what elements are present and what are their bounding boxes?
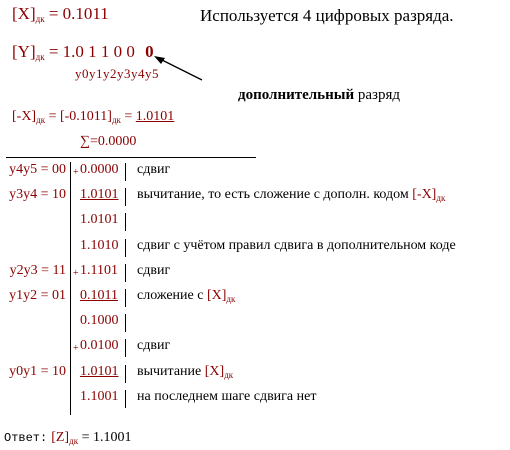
y-label: [Y] [12, 42, 36, 61]
row-action-text: сдвиг [137, 338, 171, 353]
row-separator [125, 390, 126, 408]
answer-label: Ответ: [4, 431, 48, 445]
x-sub: дк [35, 14, 45, 24]
row-action [137, 187, 445, 203]
x-value: = 0.1011 [44, 4, 109, 23]
negx-mid-sub: дк [111, 115, 121, 125]
x-code-line [12, 4, 109, 24]
row-value: 1.0101 [80, 212, 119, 227]
row-action-ref: [-X] [412, 187, 437, 202]
row-value: 1.0101 [80, 364, 119, 379]
answer-value: = 1.1001 [78, 430, 132, 445]
y-value: = 1.0 1 1 0 0 [44, 42, 135, 61]
row-action-ref-sub: дк [224, 370, 234, 380]
row-action [137, 263, 170, 279]
row-action [137, 162, 170, 178]
row-separator [125, 339, 126, 357]
extra-bit-caption [238, 87, 400, 104]
row-value: 1.0101 [80, 187, 119, 202]
row-action-ref: [X] [204, 364, 225, 379]
row-action-ref-sub: дк [226, 294, 236, 304]
answer-sub: дк [69, 436, 79, 446]
row-sign: + [73, 268, 79, 279]
row-action-text: сдвиг с учётом правил сдвига в дополнительном коде [137, 238, 456, 253]
row-action-text: вычитание, то есть сложение с дополн. кодом [137, 187, 413, 202]
y-sub: дк [35, 52, 45, 62]
row-value: 1.1010 [80, 238, 119, 253]
y-extra-bit: 0 [145, 42, 154, 61]
answer-line [4, 428, 131, 446]
row-condition: y4y5 = 00 [9, 162, 66, 177]
row-value: 0.0000 [80, 162, 119, 177]
x-label: [X] [12, 4, 36, 23]
row-value: 0.1000 [80, 313, 119, 328]
sum-init: ∑=0.0000 [80, 134, 137, 149]
extra-bit-caption-bold: дополнительный [238, 87, 355, 103]
row-separator [125, 163, 126, 181]
row-sign: + [73, 343, 79, 354]
extra-bit-caption-rest: разряд [354, 87, 400, 103]
row-action-text: на последнем шаге сдвига нет [137, 389, 317, 404]
row-separator [125, 213, 126, 231]
row-action [137, 338, 170, 354]
row-separator [125, 264, 126, 282]
row-separator [125, 314, 126, 332]
y-bit-labels: y0y1y2y3y4y5 [75, 66, 159, 81]
table-vertical-rule [70, 162, 71, 415]
row-action [137, 389, 316, 405]
row-condition: y3y4 = 10 [9, 187, 66, 202]
negx-lhs: [-X] [12, 109, 37, 124]
answer-z: [Z] [51, 430, 70, 445]
row-action-text: сдвиг [137, 162, 171, 177]
row-value: 1.1001 [80, 389, 119, 404]
row-separator [125, 365, 126, 383]
row-condition: y1y2 = 01 [9, 288, 66, 303]
negx-line [12, 109, 174, 125]
row-action-ref-sub: дк [436, 193, 446, 203]
row-action-ref: [X] [206, 288, 227, 303]
negx-eq: = [120, 109, 136, 124]
header-note: Используется 4 цифровых разряда. [200, 6, 454, 25]
row-value: 1.1101 [80, 263, 118, 278]
row-separator [125, 188, 126, 206]
negx-mid: = [-0.1011] [45, 109, 112, 124]
y-code-line [12, 42, 154, 62]
row-value: 0.1011 [80, 288, 118, 303]
arrow-icon [150, 48, 210, 88]
negx-sub: дк [36, 115, 46, 125]
row-action-text: сложение с [137, 288, 207, 303]
row-action [137, 288, 235, 304]
row-action [137, 364, 233, 380]
negx-result: 1.0101 [135, 109, 175, 124]
row-condition: y0y1 = 10 [9, 364, 66, 379]
row-action-text: сдвиг [137, 263, 171, 278]
row-action [137, 238, 456, 254]
row-condition: y2y3 = 11 [9, 263, 66, 278]
row-sign: + [73, 167, 79, 178]
row-value: 0.0100 [80, 338, 119, 353]
row-separator [125, 289, 126, 307]
row-action-text: вычитание [137, 364, 205, 379]
table-divider [6, 157, 256, 158]
row-separator [125, 239, 126, 257]
